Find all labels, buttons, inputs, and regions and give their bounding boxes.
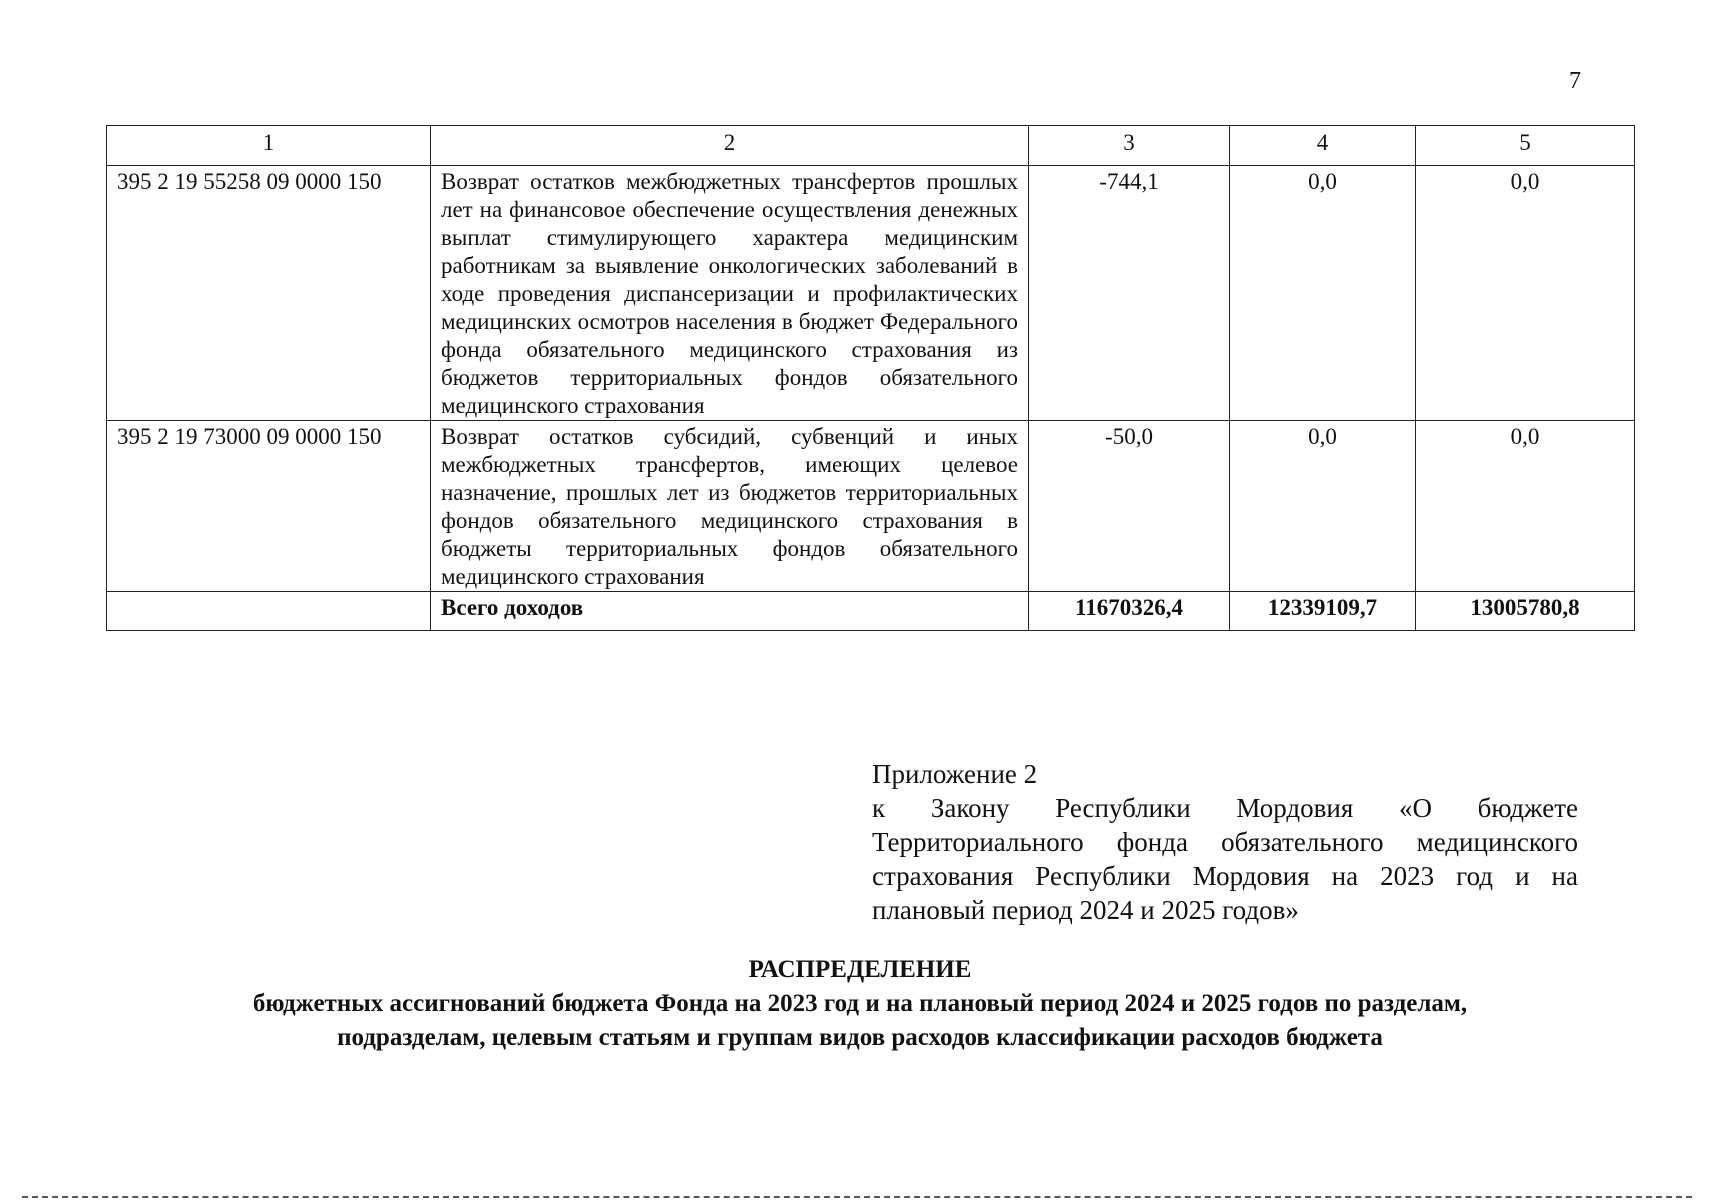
row-name: Возврат остатков субсидий, субвенций и иных межбюджетных трансфертов, имеющих целевое назначение, прошлых лет из бюджетов территориальных фондов обязательного медицинского страхования в бюджеты территориальных фондов обязательного медицинского страхования xyxy=(431,421,1029,592)
row-code: 395 2 19 55258 09 0000 150 xyxy=(107,166,431,421)
revenue-table xyxy=(106,125,1635,631)
header-col-3: 3 xyxy=(1029,126,1230,166)
row-value-2024: 0,0 xyxy=(1230,421,1416,592)
row-code: 395 2 19 73000 09 0000 150 xyxy=(107,421,431,592)
heading-title: РАСПРЕДЕЛЕНИЕ xyxy=(748,956,972,983)
appendix-note xyxy=(872,757,1578,927)
header-col-2: 2 xyxy=(431,126,1029,166)
header-col-1: 1 xyxy=(107,126,431,166)
total-code xyxy=(107,592,431,631)
total-row xyxy=(107,592,1635,631)
heading-line-2: подразделам, целевым статьям и группам видов расходов классификации расходов бюджета xyxy=(337,1024,1383,1051)
total-label: Всего доходов xyxy=(431,592,1029,631)
bottom-divider xyxy=(22,1196,1692,1198)
row-name: Возврат остатков межбюджетных трансфертов прошлых лет на финансовое обеспечение осуществления денежных выплат стимулирующего характера медицинским работникам за выявление онкологических заболеваний в ходе проведения диспансеризации и профилактических медицинских осмотров населения в бюджет Федерального фонда обязательного медицинского страхования из бюджетов территориальных фондов обязательного медицинского страхования xyxy=(431,166,1029,421)
appendix-title: Приложение 2 xyxy=(872,759,1038,789)
row-value-2024: 0,0 xyxy=(1230,166,1416,421)
total-value-2025: 13005780,8 xyxy=(1416,592,1635,631)
table-row xyxy=(107,421,1635,592)
table-header-row xyxy=(107,126,1635,166)
distribution-heading xyxy=(110,953,1610,1055)
row-value-2025: 0,0 xyxy=(1416,421,1635,592)
appendix-text: к Закону Республики Мордовия «О бюджете Территориального фонда обязательного медицинского страхования Республики Мордовия на 2023 год и на плановый период 2024 и 2025 годов» xyxy=(872,793,1578,925)
table-row xyxy=(107,166,1635,421)
row-value-2023: -50,0 xyxy=(1029,421,1230,592)
total-value-2023: 11670326,4 xyxy=(1029,592,1230,631)
header-col-4: 4 xyxy=(1230,126,1416,166)
header-col-5: 5 xyxy=(1416,126,1635,166)
heading-line-1: бюджетных ассигнований бюджета Фонда на 2023 год и на плановый период 2024 и 2025 годов по разделам, xyxy=(252,990,1468,1017)
total-value-2024: 12339109,7 xyxy=(1230,592,1416,631)
row-value-2023: -744,1 xyxy=(1029,166,1230,421)
page-number: 7 xyxy=(1569,68,1581,94)
row-value-2025: 0,0 xyxy=(1416,166,1635,421)
